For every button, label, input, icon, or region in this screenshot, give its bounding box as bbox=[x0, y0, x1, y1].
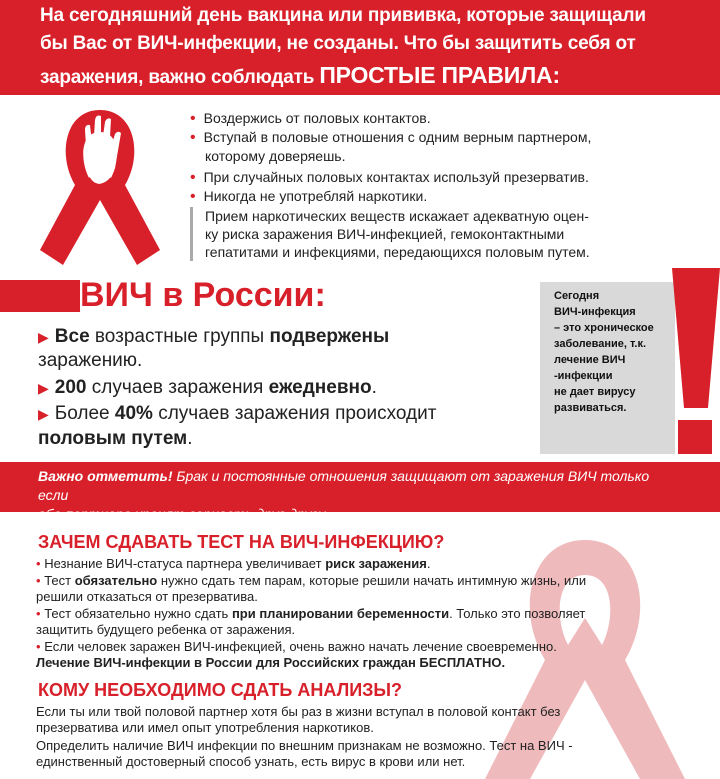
rule-item bbox=[190, 128, 591, 147]
arrow-icon: ▶ bbox=[38, 406, 49, 422]
top-banner bbox=[0, 0, 720, 95]
header-line-3-text: заражения, важно соблюдать bbox=[40, 67, 320, 88]
bullet-icon: • bbox=[190, 129, 196, 146]
rule-text: Воздержись от половых контактов. bbox=[203, 110, 431, 126]
analysis-line: единственный достоверный способ узнать, есть вирус в крови или нет. bbox=[36, 754, 466, 769]
note-line: Прием наркотических веществ искажает адекватную оцен- bbox=[205, 208, 589, 224]
important-note-text: Важно отметить! Брак и постоянные отношения защищают от заражения ВИЧ только если оба партнера хранят верность друг другу. bbox=[38, 468, 650, 522]
russia-title: ВИЧ в России: bbox=[80, 276, 326, 314]
test-line: • Если человек заражен ВИЧ-инфекцией, очень важно начать лечение своевременно. bbox=[36, 639, 557, 654]
title-accent-stripe bbox=[0, 280, 80, 312]
test-heading: ЗАЧЕМ СДАВАТЬ ТЕСТ НА ВИЧ-ИНФЕКЦИЮ? bbox=[38, 532, 445, 552]
test-line-continued: защитить будущего ребенка от заражения. bbox=[36, 622, 296, 637]
analysis-line: Если ты или твой половой партнер хотя бы раз в жизни вступал в половой контакт без bbox=[36, 704, 561, 719]
red-ribbon-hand-icon bbox=[35, 100, 165, 270]
header-line-3 bbox=[40, 62, 560, 89]
header-line-2: бы Вас от ВИЧ-инфекции, не созданы. Что бы защитить себя от bbox=[40, 33, 636, 54]
rule-text: Никогда не употребляй наркотики. bbox=[203, 188, 428, 204]
side-box-text: Сегодня ВИЧ-инфекция – это хроническое заболевание, т.к. лечение ВИЧ -инфекции не дает вирусу развиваться. bbox=[554, 290, 654, 414]
russia-item-continued: заражению. bbox=[38, 350, 143, 371]
test-line: • Тест обязательно нужно сдать при планировании беременности. Только это позволяет bbox=[36, 606, 586, 621]
test-line: • Незнание ВИЧ-статуса партнера увеличивает риск заражения. bbox=[36, 556, 431, 571]
rule-item bbox=[190, 168, 589, 187]
test-line-continued: решили отказаться от презерватива. bbox=[36, 589, 258, 604]
rule-item bbox=[190, 109, 431, 128]
exclamation-icon bbox=[664, 268, 720, 458]
rule-item bbox=[190, 187, 427, 206]
note-line: ку риска заражения ВИЧ-инфекцией, гемоконтактными bbox=[205, 226, 565, 242]
important-note-band bbox=[0, 462, 720, 522]
rule-text: Вступай в половые отношения с одним верным партнером, bbox=[203, 129, 592, 145]
bullet-icon: • bbox=[36, 639, 41, 654]
test-line: • Тест обязательно нужно сдать тем парам, которые решили начать интимную жизнь, или bbox=[36, 573, 587, 588]
analysis-heading: КОМУ НЕОБХОДИМО СДАТЬ АНАЛИЗЫ? bbox=[38, 680, 403, 700]
note-line: гепатитами и инфекциями, передающихся половым путем. bbox=[205, 244, 590, 260]
bullet-icon: • bbox=[190, 188, 196, 205]
analysis-line: презерватива или имел опыт употребления наркотиков. bbox=[36, 720, 374, 735]
free-treatment-line: Лечение ВИЧ-инфекции в России для Российских граждан БЕСПЛАТНО. bbox=[36, 655, 506, 670]
simple-rules-emphasis: ПРОСТЫЕ ПРАВИЛА: bbox=[319, 62, 560, 88]
analysis-line: Определить наличие ВИЧ инфекции по внешним признакам не возможно. Тест на ВИЧ - bbox=[36, 738, 573, 753]
bullet-icon: • bbox=[36, 556, 41, 571]
arrow-icon: ▶ bbox=[38, 380, 49, 396]
rule-text: При случайных половых контактах используй презерватив. bbox=[203, 169, 589, 185]
rules-note bbox=[190, 207, 705, 261]
bullet-icon: • bbox=[36, 606, 41, 621]
bullet-icon: • bbox=[190, 110, 196, 127]
bullet-icon: • bbox=[190, 169, 196, 186]
info-side-box bbox=[540, 282, 675, 454]
russia-item: ▶ Все возрастные группы подвержены bbox=[38, 326, 390, 347]
russia-item-continued: половым путем. bbox=[38, 428, 193, 449]
bullet-icon: • bbox=[36, 573, 41, 588]
arrow-icon: ▶ bbox=[38, 329, 49, 345]
header-line-1: На сегодняшний день вакцина или прививка, которые защищали bbox=[40, 5, 646, 26]
rule-item-continued: которому доверяешь. bbox=[205, 148, 346, 164]
russia-item: ▶ Более 40% случаев заражения происходит bbox=[38, 403, 437, 424]
russia-item: ▶ 200 случаев заражения ежедневно. bbox=[38, 377, 377, 398]
